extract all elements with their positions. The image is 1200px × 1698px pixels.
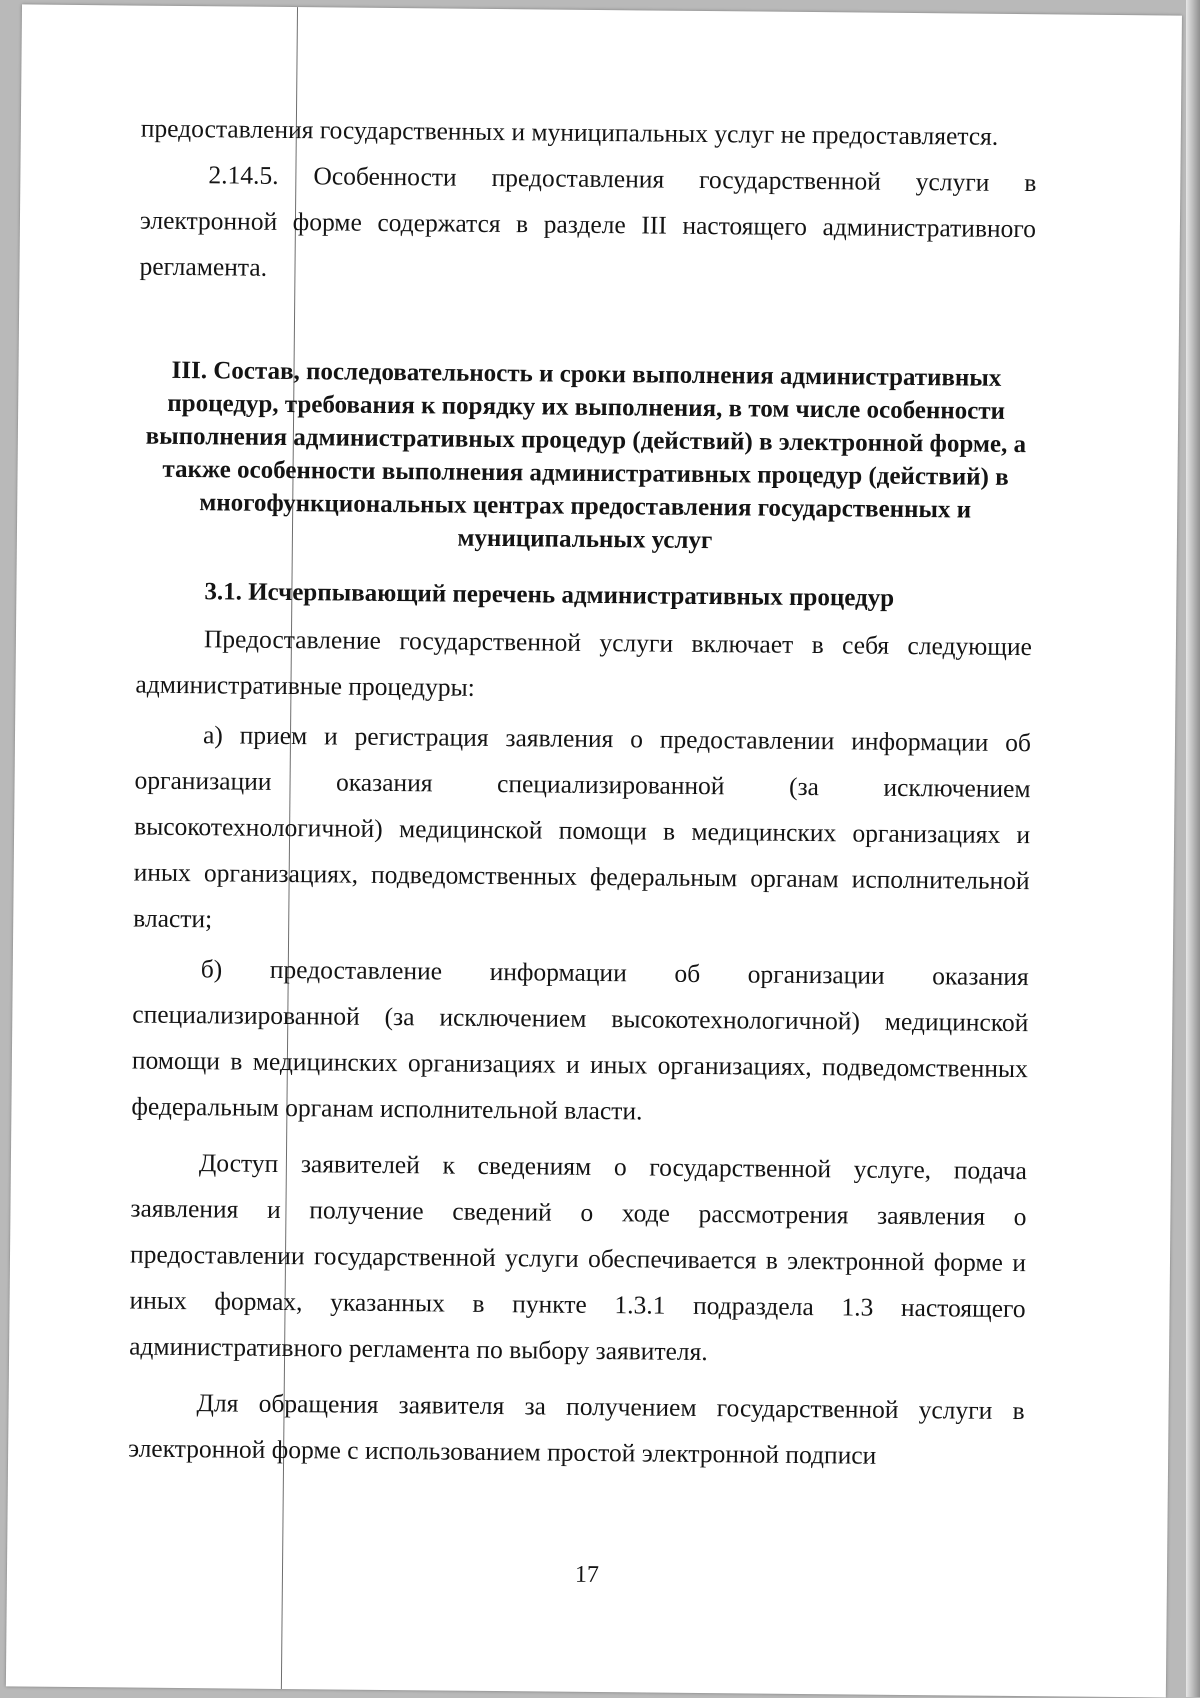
document-page xyxy=(6,4,1182,1697)
paragraph-access: Доступ заявителей к сведениям о государственной услуге, подача заявления и получение сведений о ходе рассмотрения заявления о предоставлении государственной услуги обеспечивается в электронной форме и иных формах, указанных в пункте 1.3.1 подраздела 1.3 настоящего административного регламента по выбору заявителя. xyxy=(129,1148,1028,1367)
section-heading: III. Состав, последовательность и сроки выполнения административных процедур, требования к порядку их выполнения, в том числе особенности выполнения административных процедур (действий) в электронной форме, а также особенности выполнения административных процедур (действий) в многофункциональных центрах предоставления государственных и муниципальных услуг xyxy=(145,356,1027,555)
paragraph-electronic-signature: Для обращения заявителя за получением государственной услуги в электронной форме с использованием простой электронной подписи xyxy=(128,1388,1025,1470)
page-number: 17 xyxy=(574,1561,600,1589)
paragraph-item-a: а) прием и регистрация заявления о предоставлении информации об организации оказания специализированной (за исключением высокотехнологичной) медицинской помощи в медицинских организациях и иных организациях, подведомственных федеральным органам исполнительной власти; xyxy=(133,720,1032,934)
subsection-heading: 3.1. Исчерпывающий перечень административных процедур xyxy=(204,578,895,612)
scan-edge xyxy=(1186,0,1200,1697)
paragraph-continuation: предоставления государственных и муниципальных услуг не предоставляется. xyxy=(140,113,999,151)
paragraph-procedures-intro: Предоставление государственной услуги включает в себя следующие административные процедуры: xyxy=(135,624,1033,702)
paragraph-2-14-5: 2.14.5. Особенности предоставления государственной услуги в электронной форме содержатся в разделе III настоящего административного регламента. xyxy=(139,160,1037,282)
paragraph-item-b: б) предоставление информации об организации оказания специализированной (за исключением высокотехнологичной) медицинской помощи в медицинских организациях и иных организациях, подведомственных федеральным органам исполнительной власти. xyxy=(131,954,1029,1126)
page-content xyxy=(128,106,1037,1481)
